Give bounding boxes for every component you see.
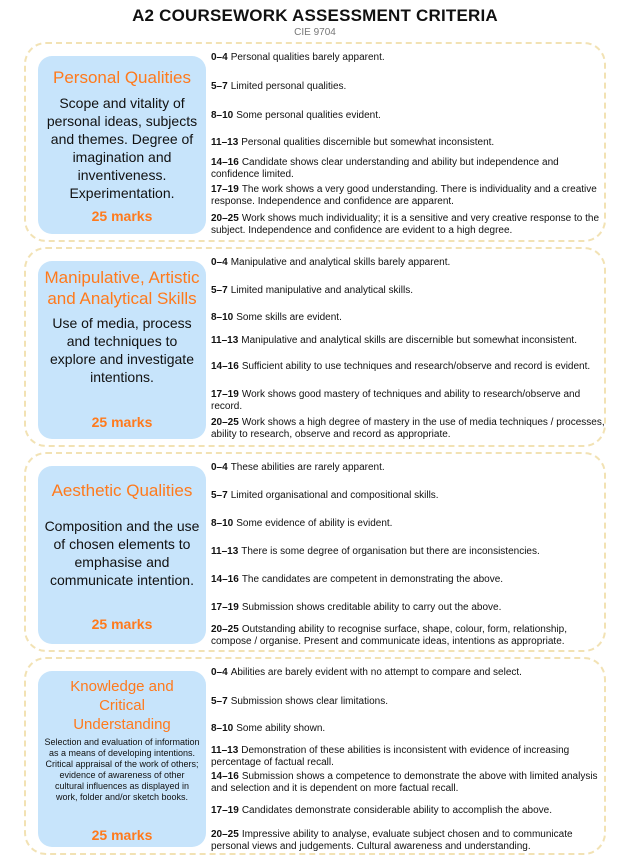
criterion-text: Some ability shown. xyxy=(236,723,326,734)
criterion-range: 20–25 xyxy=(211,829,239,840)
criterion-range: 11–13 xyxy=(211,335,239,346)
category-marks: 25 marks xyxy=(91,414,153,430)
criterion-row xyxy=(211,184,606,208)
category-marks: 25 marks xyxy=(91,616,153,632)
criterion-range: 17–19 xyxy=(211,602,239,613)
category-description: Selection and evaluation of information as a means of developing intentions. Critical appraisal of the work of others; evidence of awareness of other cultural influences as displayed in work, folder and/or sketch books. xyxy=(44,737,200,802)
criterion-range: 20–25 xyxy=(211,213,239,224)
criterion-range: 5–7 xyxy=(211,696,228,707)
criterion-text: Some evidence of ability is evident. xyxy=(236,518,393,529)
category-marks: 25 marks xyxy=(91,827,153,843)
criterion-range: 20–25 xyxy=(211,417,239,428)
criterion-row xyxy=(211,110,606,122)
criterion-text: Work shows a high degree of mastery in the use of media techniques / processes, ability to research, observe and record as appropriate. xyxy=(211,417,605,440)
criterion-text: There is some degree of organisation but there are inconsistencies. xyxy=(241,546,540,557)
criterion-range: 14–16 xyxy=(211,574,239,585)
criterion-range: 8–10 xyxy=(211,110,234,121)
category-panel xyxy=(38,261,206,439)
criterion-text: Submission shows creditable ability to carry out the above. xyxy=(241,602,502,613)
criterion-text: Abilities are barely evident with no attempt to compare and select. xyxy=(230,667,522,678)
criterion-range: 8–10 xyxy=(211,723,234,734)
criterion-range: 17–19 xyxy=(211,389,239,400)
criterion-range: 20–25 xyxy=(211,624,239,635)
criterion-text: Submission shows a competence to demonstrate the above with limited analysis and selection and it is dependent on more factual recall. xyxy=(211,771,598,794)
criterion-text: These abilities are rarely apparent. xyxy=(230,462,385,473)
criterion-row xyxy=(211,389,606,413)
criterion-row xyxy=(211,361,606,373)
criterion-range: 5–7 xyxy=(211,490,228,501)
criterion-row xyxy=(211,285,606,297)
criterion-row xyxy=(211,257,606,269)
criterion-range: 5–7 xyxy=(211,285,228,296)
criterion-range: 14–16 xyxy=(211,157,239,168)
criterion-range: 0–4 xyxy=(211,52,228,63)
criterion-range: 8–10 xyxy=(211,518,234,529)
criterion-text: Work shows good mastery of techniques and ability to research/observe and record. xyxy=(211,389,581,412)
criterion-row xyxy=(211,696,606,708)
category-panel xyxy=(38,56,206,234)
criterion-range: 8–10 xyxy=(211,312,234,323)
section-aesthetic-qualities xyxy=(24,452,606,652)
criterion-range: 0–4 xyxy=(211,257,228,268)
criterion-row xyxy=(211,667,606,679)
criterion-row xyxy=(211,137,606,149)
criterion-text: Demonstration of these abilities is inconsistent with evidence of increasing percentage of factual recall. xyxy=(211,745,570,768)
category-marks: 25 marks xyxy=(91,208,153,224)
criterion-row xyxy=(211,546,606,558)
criterion-range: 17–19 xyxy=(211,805,239,816)
criterion-row xyxy=(211,745,606,769)
criterion-row xyxy=(211,52,606,64)
criterion-text: Submission shows clear limitations. xyxy=(230,696,388,707)
section-knowledge-understanding xyxy=(24,657,606,855)
category-panel xyxy=(38,671,206,847)
criterion-text: Sufficient ability to use techniques and research/observe and record is evident. xyxy=(241,361,591,372)
criterion-range: 14–16 xyxy=(211,361,239,372)
criterion-text: Some personal qualities evident. xyxy=(236,110,381,121)
criterion-text: Impressive ability to analyse, evaluate subject chosen and to communicate personal views and judgements. Cultural awareness and understanding. xyxy=(211,829,573,852)
criterion-text: Candidate shows clear understanding and ability but independence and confidence limited. xyxy=(211,157,559,180)
page-title: A2 COURSEWORK ASSESSMENT CRITERIA xyxy=(132,6,498,25)
criterion-range: 5–7 xyxy=(211,81,228,92)
criterion-row xyxy=(211,723,606,735)
category-title: Aesthetic Qualities xyxy=(51,481,193,500)
criterion-row xyxy=(211,213,606,237)
criterion-row xyxy=(211,490,606,502)
criteria-list xyxy=(211,659,606,853)
criterion-row xyxy=(211,157,606,181)
criteria-list xyxy=(211,454,606,650)
criterion-row xyxy=(211,81,606,93)
criterion-text: Work shows much individuality; it is a sensitive and very creative response to the subject. Independence and confidence are evident to a high degree. xyxy=(211,213,600,236)
category-title: Personal Qualities xyxy=(53,68,191,87)
criterion-row xyxy=(211,574,606,586)
criterion-text: Personal qualities discernible but somewhat inconsistent. xyxy=(241,137,495,148)
category-description: Use of media, process and techniques to explore and investigate intentions. xyxy=(50,315,194,385)
page-subtitle: CIE 9704 xyxy=(294,27,336,38)
criterion-text: Personal qualities barely apparent. xyxy=(230,52,385,63)
criterion-range: 11–13 xyxy=(211,137,239,148)
criterion-row xyxy=(211,312,606,324)
section-manipulative-skills xyxy=(24,247,606,447)
criterion-text: Manipulative and analytical skills are discernible but somewhat inconsistent. xyxy=(241,335,577,346)
category-description: Scope and vitality of personal ideas, subjects and themes. Degree of imagination and inventiveness. Experimentation. xyxy=(46,95,198,201)
criterion-range: 17–19 xyxy=(211,184,239,195)
criterion-range: 11–13 xyxy=(211,745,239,756)
criterion-row xyxy=(211,335,606,347)
criterion-text: Limited manipulative and analytical skills. xyxy=(230,285,413,296)
criteria-list xyxy=(211,249,606,445)
criterion-text: Some skills are evident. xyxy=(236,312,342,323)
criterion-range: 0–4 xyxy=(211,667,228,678)
criterion-range: 0–4 xyxy=(211,462,228,473)
criterion-row xyxy=(211,462,606,474)
criterion-row xyxy=(211,805,606,817)
criterion-row xyxy=(211,518,606,530)
criterion-row xyxy=(211,624,606,648)
criterion-row xyxy=(211,417,606,441)
criterion-range: 14–16 xyxy=(211,771,239,782)
criterion-text: Manipulative and analytical skills barely apparent. xyxy=(230,257,451,268)
criteria-list xyxy=(211,44,606,240)
criterion-row xyxy=(211,771,606,795)
criterion-row xyxy=(211,829,606,853)
criterion-text: The work shows a very good understanding. There is individuality and a creative response. Independence and confidence are apparent. xyxy=(211,184,597,207)
criterion-text: Candidates demonstrate considerable ability to accomplish the above. xyxy=(241,805,552,816)
category-title: Knowledge and Critical Understanding xyxy=(70,678,174,733)
criterion-text: Limited organisational and compositional skills. xyxy=(230,490,439,501)
criterion-range: 11–13 xyxy=(211,546,239,557)
category-panel xyxy=(38,466,206,644)
category-description: Composition and the use of chosen elements to emphasise and communicate intention. xyxy=(44,518,200,588)
criterion-text: Outstanding ability to recognise surface, shape, colour, form, relationship, compose / organise. Present and communicate ideas, intentions as appropriate. xyxy=(211,624,567,647)
section-personal-qualities xyxy=(24,42,606,242)
category-title: Manipulative, Artistic and Analytical Skills xyxy=(44,268,200,308)
criterion-text: Limited personal qualities. xyxy=(230,81,347,92)
criterion-row xyxy=(211,602,606,614)
criterion-text: The candidates are competent in demonstrating the above. xyxy=(241,574,504,585)
